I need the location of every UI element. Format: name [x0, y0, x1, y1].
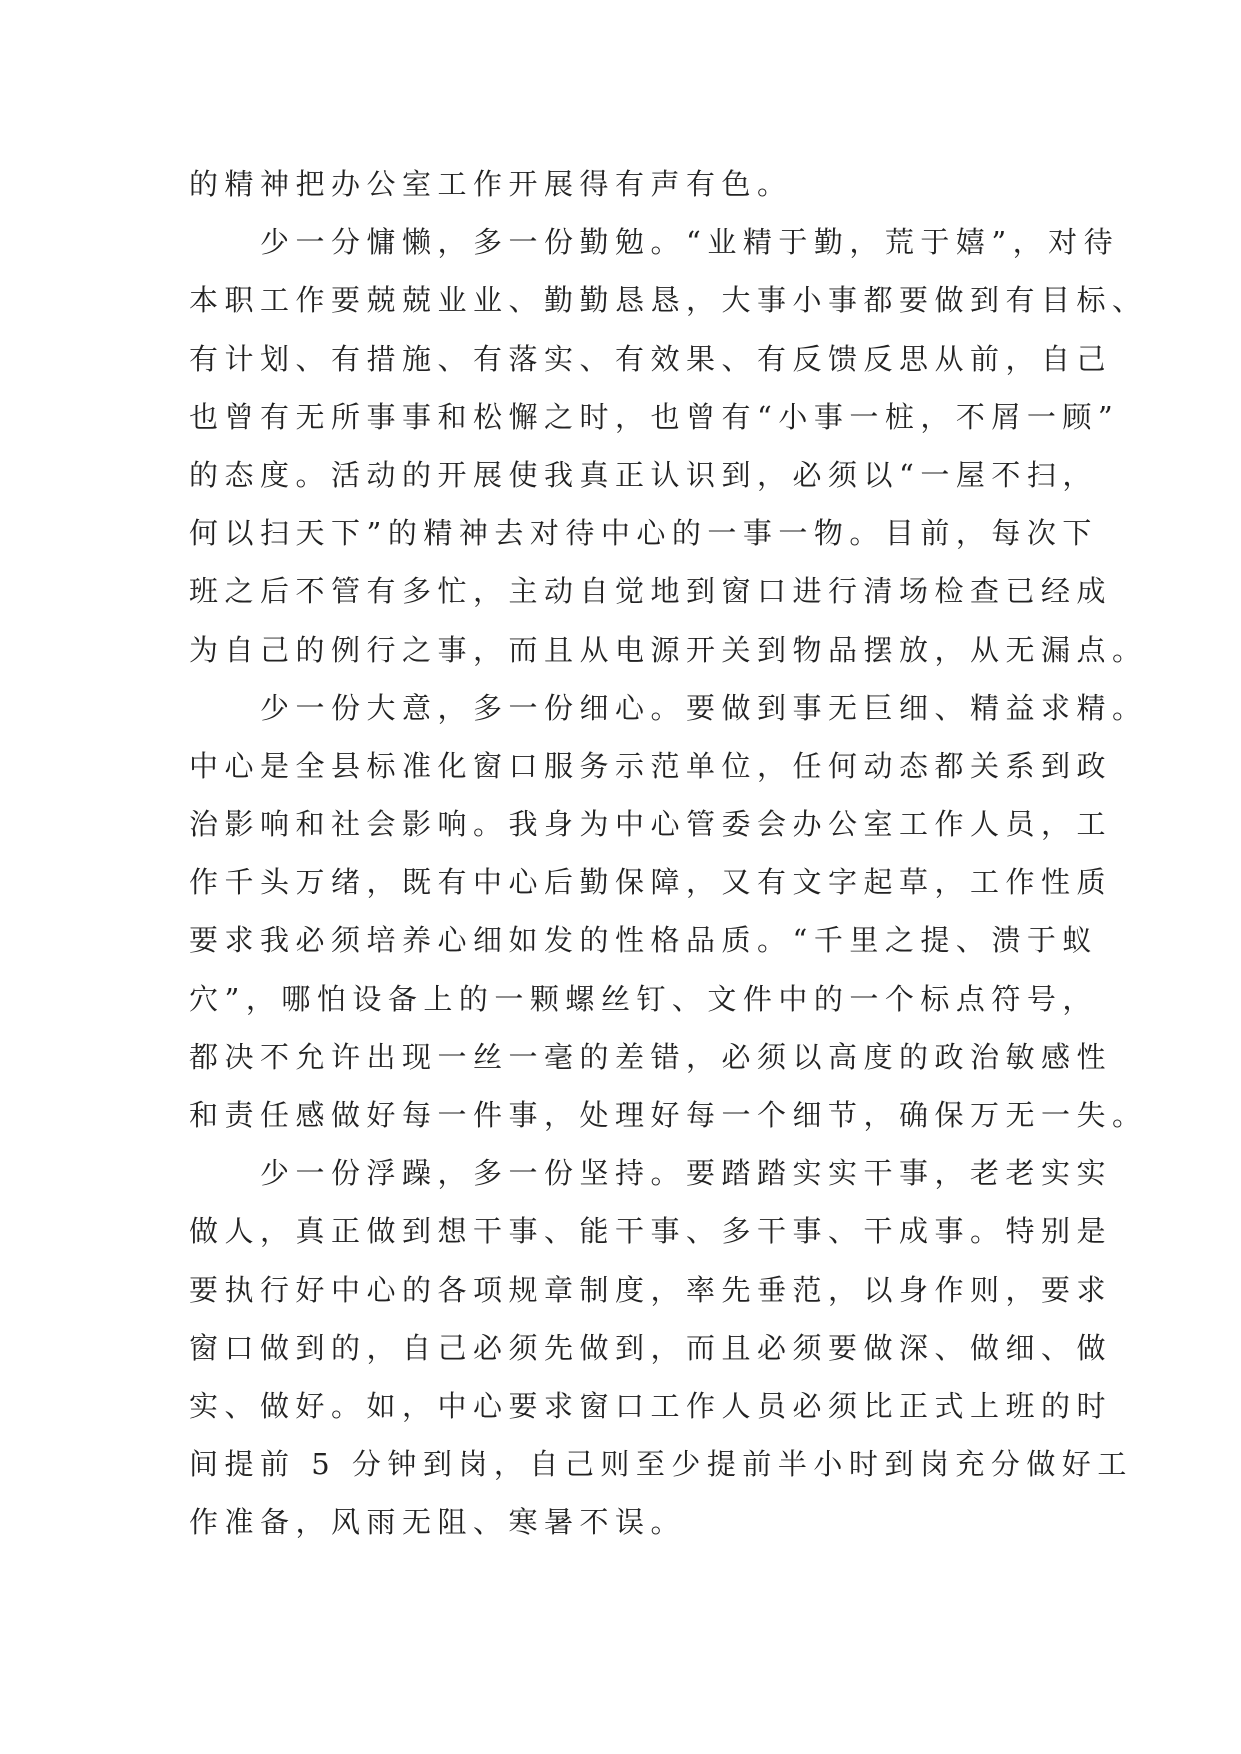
text-line: 作千头万绪，既有中心后勤保障，又有文字起草，工作性质 — [189, 865, 1113, 900]
text-line: 少一份大意，多一份细心。要做到事无巨细、精益求精。 — [189, 690, 1148, 725]
text-line: 何以扫天下”的精神去对待中心的一事一物。目前，每次下 — [189, 516, 1098, 551]
text-line: 穴”，哪怕设备上的一颗螺丝钉、文件中的一个标点符号， — [189, 981, 1098, 1016]
text-line: 要求我必须培养心细如发的性格品质。“千里之提、溃于蚁 — [189, 923, 1098, 958]
text-line: 实、做好。如，中心要求窗口工作人员必须比正式上班的时 — [189, 1388, 1113, 1423]
text-line: 治影响和社会影响。我身为中心管委会办公室工作人员，工 — [189, 807, 1113, 842]
text-line: 有计划、有措施、有落实、有效果、有反馈反思从前，自己 — [189, 341, 1113, 376]
text-line: 的态度。活动的开展使我真正认识到，必须以“一屋不扫， — [189, 457, 1098, 492]
text-line: 为自己的例行之事，而且从电源开关到物品摆放，从无漏点。 — [189, 632, 1148, 667]
text-line: 间提前 5 分钟到岗，自己则至少提前半小时到岗充分做好工 — [189, 1447, 1133, 1482]
text-line: 也曾有无所事事和松懈之时，也曾有“小事一桩，不屑一顾” — [189, 399, 1120, 434]
text-line: 中心是全县标准化窗口服务示范单位，任何动态都关系到政 — [189, 748, 1113, 783]
text-line: 少一份浮躁，多一份坚持。要踏踏实实干事，老老实实 — [189, 1156, 1113, 1191]
document-body — [189, 155, 1148, 1552]
text-line: 窗口做到的，自己必须先做到，而且必须要做深、做细、做 — [189, 1330, 1113, 1365]
text-line: 本职工作要兢兢业业、勤勤恳恳，大事小事都要做到有目标、 — [189, 283, 1148, 318]
text-line: 作准备，风雨无阻、寒暑不误。 — [189, 1505, 687, 1540]
text-line: 和责任感做好每一件事，处理好每一个细节，确保万无一失。 — [189, 1098, 1148, 1132]
text-line: 班之后不管有多忙，主动自觉地到窗口进行清场检查已经成 — [189, 574, 1113, 609]
text-line: 少一分慵懒，多一份勤勉。“业精于勤，荒于嬉”，对待 — [189, 225, 1120, 260]
text-line: 都决不允许出现一丝一毫的差错，必须以高度的政治敏感性 — [189, 1039, 1113, 1074]
text-line: 要执行好中心的各项规章制度，率先垂范，以身作则，要求 — [189, 1272, 1113, 1307]
text-line: 的精神把办公室工作开展得有声有色。 — [189, 167, 793, 201]
text-line: 做人，真正做到想干事、能干事、多干事、干成事。特别是 — [189, 1214, 1113, 1249]
